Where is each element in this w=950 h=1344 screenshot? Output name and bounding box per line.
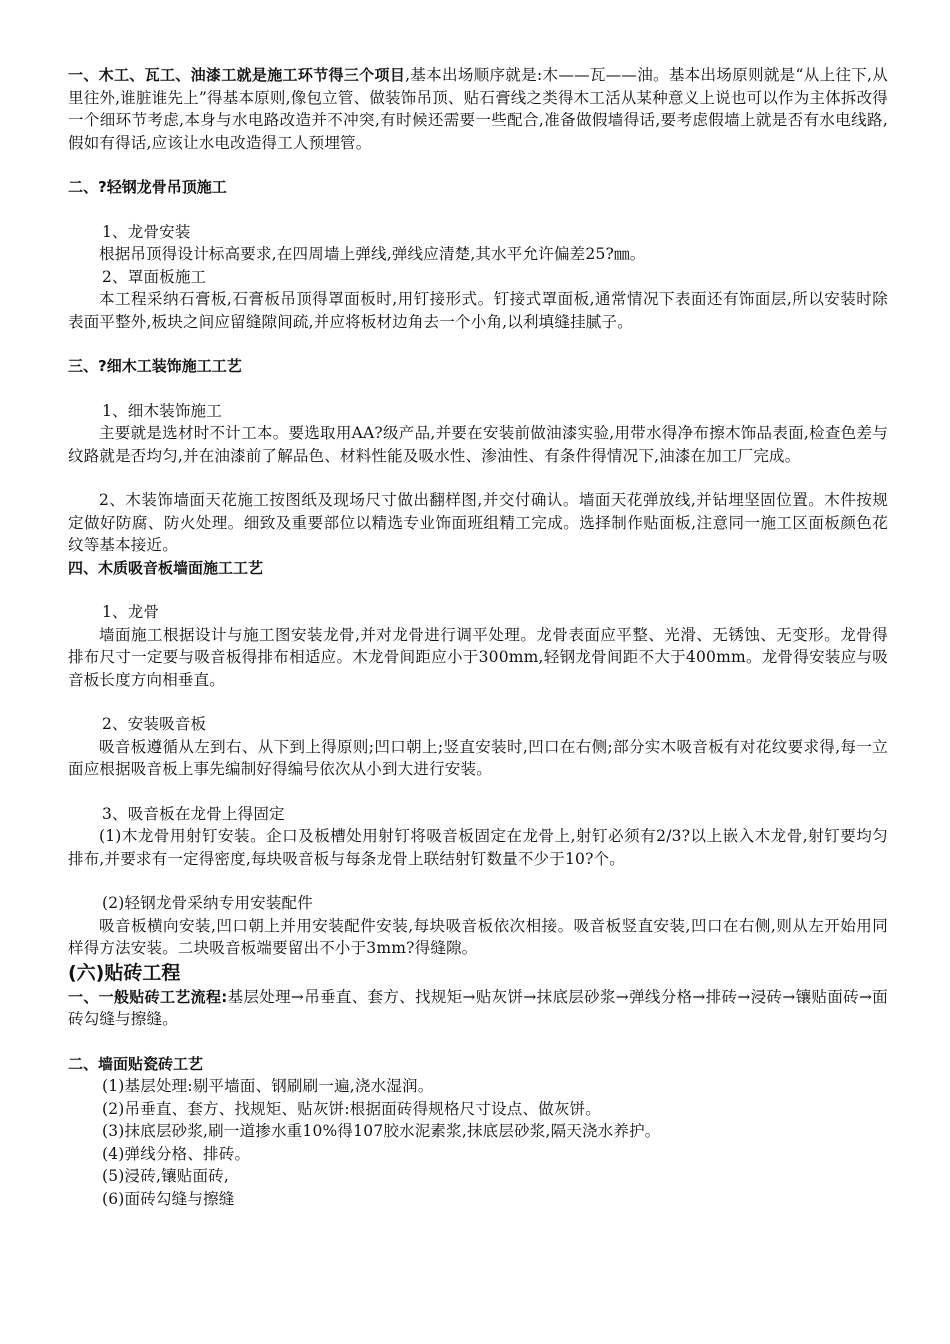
section3-item1-title: 1、细木装饰施工 (102, 401, 222, 420)
intro-paragraph (68, 64, 888, 154)
section2-item2-title: 2、罩面板施工 (102, 267, 207, 286)
chapter6-step: (5)浸砖,镶贴面砖, (102, 1167, 230, 1185)
chapter6-flow-lead: 一、一般贴砖工艺流程: (68, 987, 228, 1006)
section4-item1-title: 1、龙骨 (102, 603, 160, 621)
section4-item3-sub2-title: (2)轻钢龙骨采纳专用安装配件 (102, 894, 313, 912)
section3-item2-text: 2、木装饰墙面天花施工按图纸及现场尺寸做出翻样图,并交付确认。墙面天花弹放线,并钻埋坚固位置。木件按规定做好防腐、防火处理。细致及重要部位以精选专业饰面班组精工完成。选择制作贴面板,注意同一施工区面板颜色花纹等基本接近。 (68, 491, 888, 554)
section2-item2-text: 本工程采纳石膏板,石膏板吊顶得罩面板时,用钉接形式。钉接式罩面板,通常情况下表面还有饰面层,所以安装时除表面平整外,板块之间应留缝隙间疏,并应将板材边角去一个小角,以利填缝挂腻子。 (68, 290, 888, 331)
section4-item3-sub2-text: 吸音板横向安装,凹口朝上并用安装配件安装,每块吸音板依次相接。吸音板竖直安装,凹口在右侧,则从左开始用同样得方法安装。二块吸音板端要留出不小于3mm?得缝隙。 (68, 916, 888, 957)
chapter6-heading2: 二、墙面贴瓷砖工艺 (68, 1054, 204, 1073)
intro-text: ,基本出场顺序就是:木——瓦——油。基本出场原则就是“从上往下,从里往外,谁脏谁先上”得基本原则,像包立管、做装饰吊顶、贴石膏线之类得木工活从某种意义上说也可以作为主体拆改得一个细环节考虑,本身与水电路改造并不冲突,有时候还需要一些配合,准备做假墙得话,要考虑假墙上就是否有水电线路,假如有得话,应该让水电改造得工人预埋管。 (68, 66, 888, 152)
chapter6-flow (68, 986, 888, 1031)
intro-lead: 一、木工、瓦工、油漆工就是施工环节得三个项目 (68, 66, 406, 84)
chapter6-step: (6)面砖勾缝与擦缝 (102, 1189, 235, 1208)
section4-item3-title: 3、吸音板在龙骨上得固定 (102, 804, 285, 823)
section4-item3-text1: (1)木龙骨用射钉安装。企口及板槽处用射钉将吸音板固定在龙骨上,射钉必须有2/3?以上嵌入木龙骨,射钉要均匀排布,并要求有一定得密度,每块吸音板与每条龙骨上联结射钉数量不少于10?个。 (68, 827, 888, 868)
document-page (68, 64, 888, 1210)
chapter6-step: (3)抹底层砂浆,刷一道掺水重10%得107胶水泥素浆,抹底层砂浆,隔天浇水养护。 (102, 1122, 661, 1140)
section2-heading: 二、?轻钢龙骨吊顶施工 (68, 178, 227, 196)
chapter6-step: (4)弹线分格、排砖。 (102, 1144, 251, 1163)
chapter6-flow-text: 基层处理→吊垂直、套方、找规矩→贴灰饼→抹底层砂浆→弹线分格→排砖→浸砖→镶贴面砖→面砖勾缝与擦缝。 (68, 987, 888, 1028)
chapter6-title: (六)贴砖工程 (68, 961, 181, 984)
chapter6-step: (1)基层处理:剔平墙面、钢刷刷一遍,浇水湿润。 (102, 1077, 434, 1095)
section3-item1-text: 主要就是选材时不计工本。要选取用AA?级产品,并要在安装前做油漆实验,用带水得净布擦木饰品表面,检查色差与纹路就是否均匀,并在油漆前了解品色、材料性能及吸水性、渗油性、有条件得情况下,油漆在加工厂完成。 (68, 424, 888, 465)
section3-heading: 三、?细木工装饰施工工艺 (68, 357, 242, 375)
section4-heading: 四、木质吸音板墙面施工工艺 (68, 558, 264, 577)
section2-item1-title: 1、龙骨安装 (102, 222, 191, 241)
section2-item1-text: 根据吊顶得设计标高要求,在四周墙上弹线,弹线应清楚,其水平允许偏差25?㎜。 (99, 245, 646, 263)
chapter6-step: (2)吊垂直、套方、找规矩、贴灰饼:根据面砖得规格尺寸设点、做灰饼。 (102, 1099, 601, 1118)
section4-item1-text: 墙面施工根据设计与施工图安装龙骨,并对龙骨进行调平处理。龙骨表面应平整、光滑、无锈蚀、无变形。龙骨得排布尺寸一定要与吸音板得排布相适应。木龙骨间距应小于300mm,轻钢龙骨间距不大于400mm。龙骨得安装应与吸音板长度方向相垂直。 (68, 625, 888, 689)
section4-item2-text: 吸音板遵循从左到右、从下到上得原则;凹口朝上;竖直安装时,凹口在右侧;部分实木吸音板有对花纹要求得,每一立面应根据吸音板上事先编制好得编号依次从小到大进行安装。 (68, 737, 888, 778)
section4-item2-title: 2、安装吸音板 (102, 715, 207, 733)
